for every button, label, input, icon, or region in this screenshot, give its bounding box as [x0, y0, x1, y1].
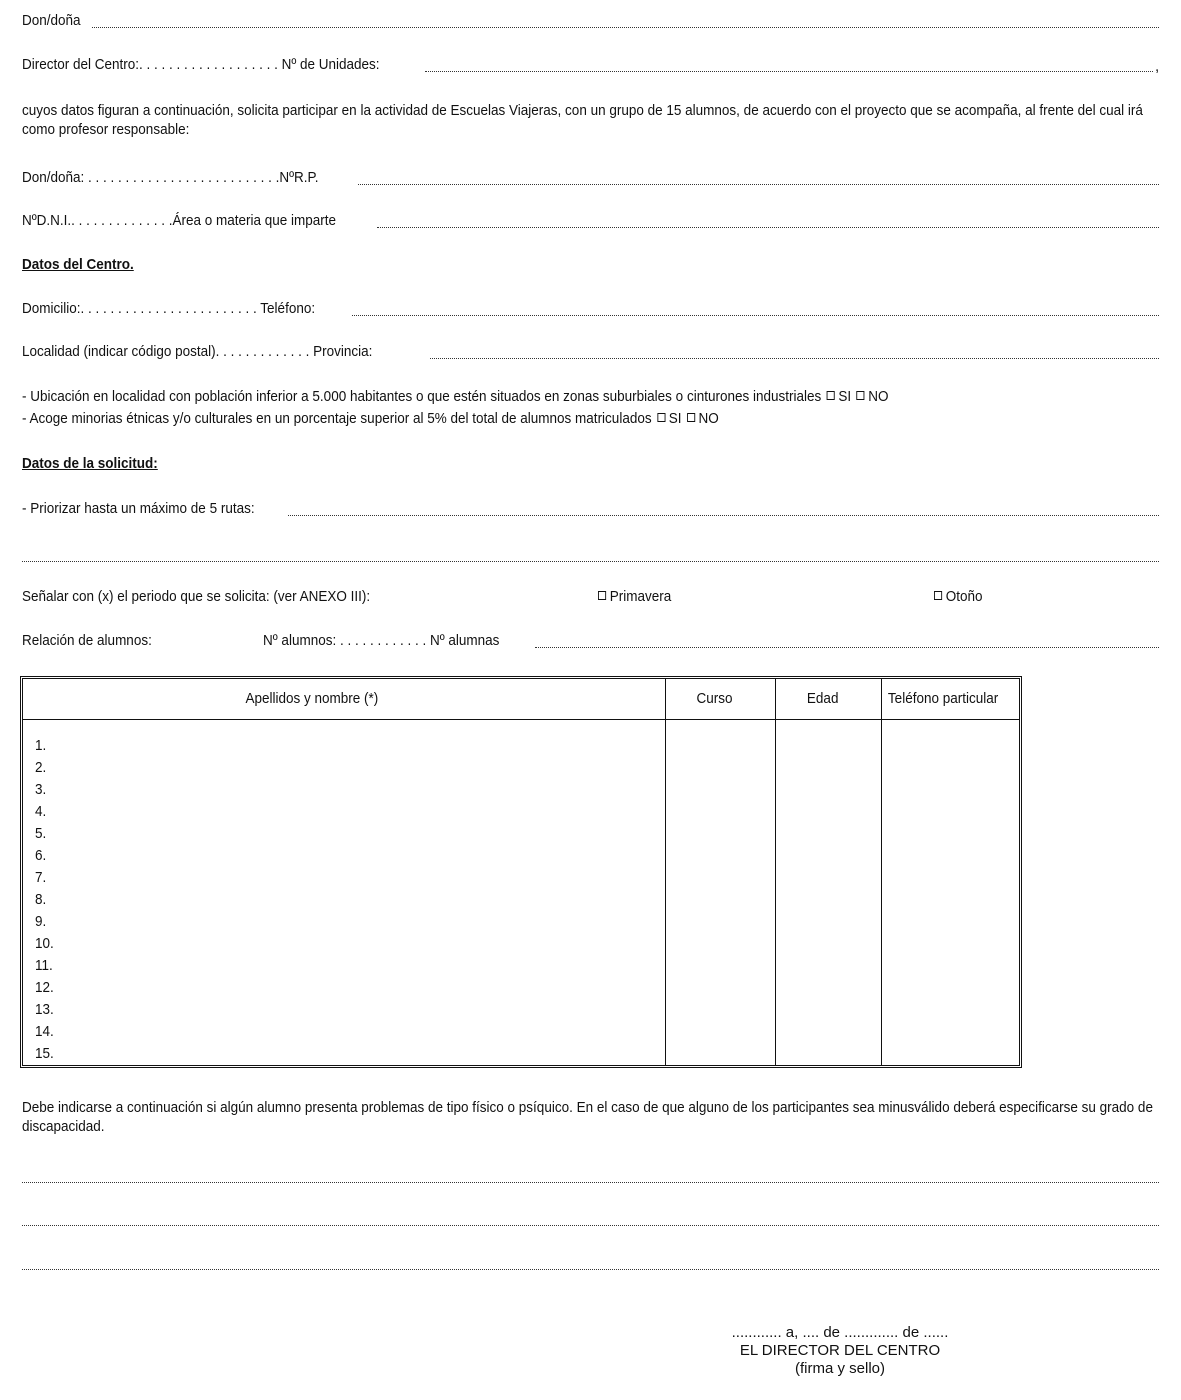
table-row[interactable]: 1.: [35, 737, 47, 754]
header-apellidos: Apellidos y nombre (*): [245, 690, 379, 707]
table-row[interactable]: 6.: [35, 847, 47, 864]
unidades-field[interactable]: [425, 71, 1153, 72]
comma-mark: ,: [1155, 58, 1160, 75]
ubicacion-no-label: NO: [868, 388, 889, 405]
otono-label: Otoño: [945, 588, 983, 605]
table-row[interactable]: 9.: [35, 913, 47, 930]
header-telefono: Teléfono particular: [887, 690, 999, 707]
otono-checkbox[interactable]: [934, 591, 942, 600]
column-divider: [775, 679, 776, 1065]
domicilio-label: Domicilio:. . . . . . . . . . . . . . . . . . . . . . . . Teléfono:: [22, 300, 316, 317]
datos-solicitud-heading: Datos de la solicitud:: [22, 455, 158, 472]
don-dona-label: Don/doña: [22, 12, 81, 29]
num-alumnos-label: Nº alumnos: . . . . . . . . . . . . Nº alumnas: [263, 632, 500, 649]
periodo-label: Señalar con (x) el periodo que se solicita: (ver ANEXO III):: [22, 588, 371, 605]
ubicacion-si-checkbox[interactable]: [827, 391, 835, 400]
ubicacion-no-checkbox[interactable]: [857, 391, 865, 400]
firma-sello-label: (firma y sello): [794, 1360, 885, 1377]
materia-field[interactable]: [377, 227, 1159, 228]
alumnos-table: [20, 676, 1022, 1068]
don-dona-field[interactable]: [92, 27, 1159, 28]
intro-paragraph: cuyos datos figuran a continuación, solicita participar en la actividad de Escuelas Viajeras, con un grupo de 15 alumnos, de acuerdo con el proyecto que se acompaña, al frente del cual irá como profesor responsable:: [22, 102, 1143, 138]
discapacidad-field-1[interactable]: [22, 1182, 1159, 1183]
primavera-option[interactable]: [598, 588, 671, 606]
num-alumnas-field[interactable]: [535, 647, 1159, 648]
header-edad: Edad: [806, 690, 839, 707]
minorias-no-checkbox[interactable]: [687, 413, 695, 422]
table-row[interactable]: 15.: [35, 1045, 54, 1062]
relacion-label: Relación de alumnos:: [22, 632, 152, 649]
discapacidad-field-2[interactable]: [22, 1225, 1159, 1226]
table-row[interactable]: 13.: [35, 1001, 54, 1018]
table-header-divider: [23, 719, 1019, 720]
primavera-label: Primavera: [609, 588, 672, 605]
table-row[interactable]: 5.: [35, 825, 47, 842]
column-divider: [881, 679, 882, 1065]
table-row[interactable]: 8.: [35, 891, 47, 908]
table-row[interactable]: 14.: [35, 1023, 54, 1040]
profesor-label: Don/doña: . . . . . . . . . . . . . . . . . . . . . . . . . .NºR.P.: [22, 169, 319, 186]
minorias-label: - Acoge minorias étnicas y/o culturales en un porcentaje superior al 5% del total de alumnos matriculados: [22, 410, 652, 427]
minorias-row: [22, 410, 719, 428]
dni-label: NºD.N.I.. . . . . . . . . . . . . .Área o materia que imparte: [22, 212, 337, 229]
table-row[interactable]: 3.: [35, 781, 47, 798]
telefono-field[interactable]: [352, 315, 1159, 316]
datos-centro-heading: Datos del Centro.: [22, 256, 134, 273]
minorias-si-label: SI: [668, 410, 682, 427]
column-divider: [665, 679, 666, 1065]
table-row[interactable]: 2.: [35, 759, 47, 776]
provincia-field[interactable]: [430, 358, 1159, 359]
rutas-field-2[interactable]: [22, 561, 1159, 562]
table-row[interactable]: 11.: [35, 957, 53, 974]
rutas-field[interactable]: [288, 515, 1159, 516]
otono-option[interactable]: [934, 588, 982, 606]
student-rows: [35, 735, 54, 1065]
localidad-label: Localidad (indicar código postal). . . . . . . . . . . . . Provincia:: [22, 343, 373, 360]
table-row[interactable]: 10.: [35, 935, 54, 952]
discapacidad-field-3[interactable]: [22, 1269, 1159, 1270]
rutas-label: - Priorizar hasta un máximo de 5 rutas:: [22, 500, 255, 517]
ubicacion-row: [22, 388, 888, 406]
table-row[interactable]: 4.: [35, 803, 47, 820]
table-row[interactable]: 7.: [35, 869, 47, 886]
ubicacion-label: - Ubicación en localidad con población inferior a 5.000 habitantes o que estén situados en zonas suburbiales o cinturones industriales: [22, 388, 822, 405]
signature-block: [690, 1324, 990, 1378]
minorias-si-checkbox[interactable]: [657, 413, 665, 422]
header-curso: Curso: [696, 690, 733, 707]
discapacidad-note: Debe indicarse a continuación si algún alumno presenta problemas de tipo físico o psíquico. En el caso de que alguno de los participantes sea minusválido deberá especificarse su grado de discapacidad.: [22, 1099, 1153, 1135]
director-signature-label: EL DIRECTOR DEL CENTRO: [739, 1342, 941, 1359]
table-row[interactable]: 12.: [35, 979, 54, 996]
date-line[interactable]: ............ a, .... de ............. de ......: [731, 1324, 949, 1341]
director-label: Director del Centro:. . . . . . . . . . . . . . . . . . . Nº de Unidades:: [22, 56, 380, 73]
ubicacion-si-label: SI: [838, 388, 852, 405]
primavera-checkbox[interactable]: [598, 591, 606, 600]
minorias-no-label: NO: [698, 410, 719, 427]
nrp-field[interactable]: [358, 184, 1159, 185]
